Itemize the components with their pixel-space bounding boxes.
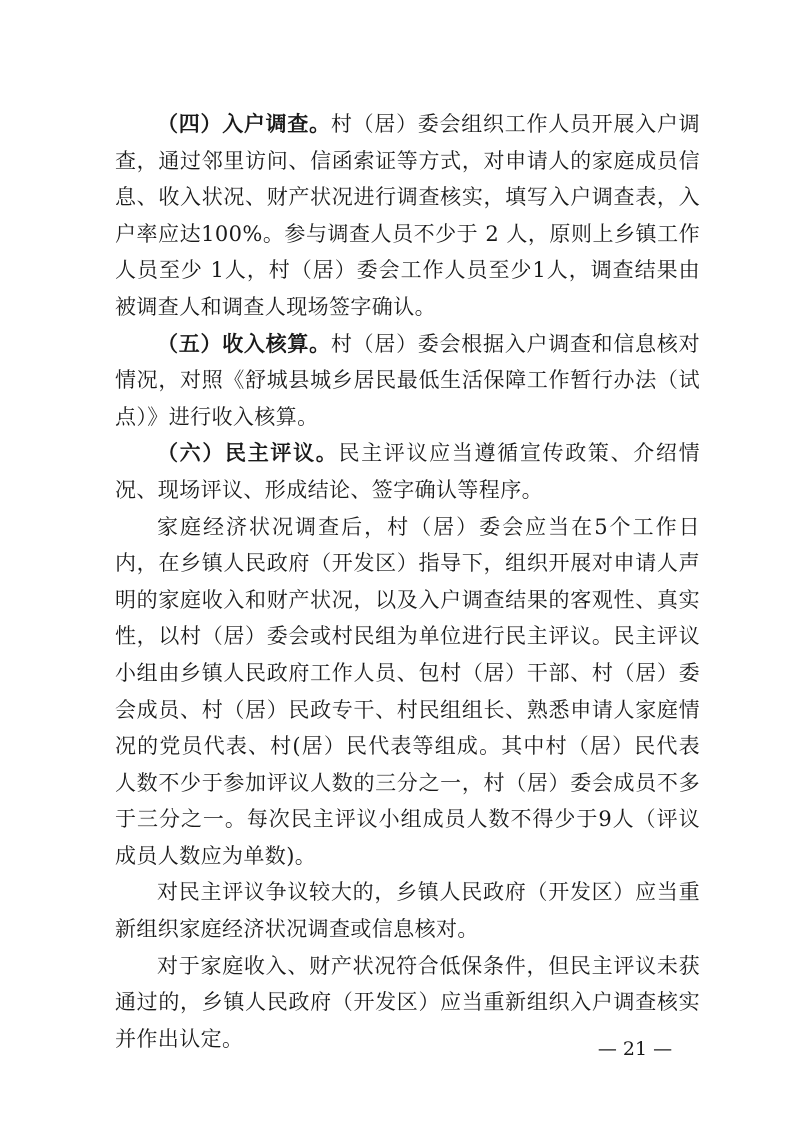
section-heading: （六）民主评议。 <box>157 440 339 466</box>
paragraph-text: 对民主评议争议较大的，乡镇人民政府（开发区）应当重新组织家庭经济状况调查或信息核对。 <box>115 880 700 942</box>
paragraph-text: 村（居）委会组织工作人员开展入户调查，通过邻里访问、信函索证等方式，对申请人的家庭成员信息、收入状况、财产状况进行调查核实，填写入户调查表，入户率应达100%。参与调查人员不少于 2 人，原则上乡镇工作人员至少 1人，村（居）委会工作人员至少1人，调查结果由被调查人和调查人现场签字确认。 <box>115 112 700 319</box>
paragraph-dispute-handling <box>115 874 700 947</box>
paragraph-income-calculation <box>115 326 700 436</box>
page-number: — 21 — <box>597 1038 673 1060</box>
paragraph-text: 家庭经济状况调查后，村（居）委会应当在5个工作日内，在乡镇人民政府（开发区）指导下，组织开展对申请人声明的家庭收入和财产状况，以及入户调查结果的客观性、真实性，以村（居）委会或村民组为单位进行民主评议。民主评议小组由乡镇人民政府工作人员、包村（居）干部、村（居）委会成员、村（居）民政专干、村民组组长、熟悉申请人家庭情况的党员代表、村(居）民代表等组成。其中村（居）民代表人数不少于参加评议人数的三分之一，村（居）委会成员不多于三分之一。每次民主评议小组成员人数不得少于9人（评议成员人数应为单数)。 <box>115 514 700 868</box>
paragraph-text: 民主评议应当遵循宣传政策、介绍情况、现场评议、形成结论、签字确认等程序。 <box>115 441 701 502</box>
paragraph-text: 村（居）委会根据入户调查和信息核对情况，对照《舒城县城乡居民最低生活保障工作暂行办法（试点）》进行收入核算。 <box>115 331 700 429</box>
paragraph-household-survey <box>115 106 700 326</box>
paragraph-democratic-review <box>115 435 700 508</box>
section-heading: （四）入户调查。 <box>157 111 331 136</box>
document-body <box>115 106 700 1057</box>
paragraph-review-procedure <box>115 509 700 875</box>
section-heading: （五）收入核算。 <box>157 330 331 356</box>
paragraph-text: 对于家庭收入、财产状况符合低保条件，但民主评议未获通过的，乡镇人民政府（开发区）应当重新组织入户调查核实并作出认定。 <box>115 953 700 1051</box>
